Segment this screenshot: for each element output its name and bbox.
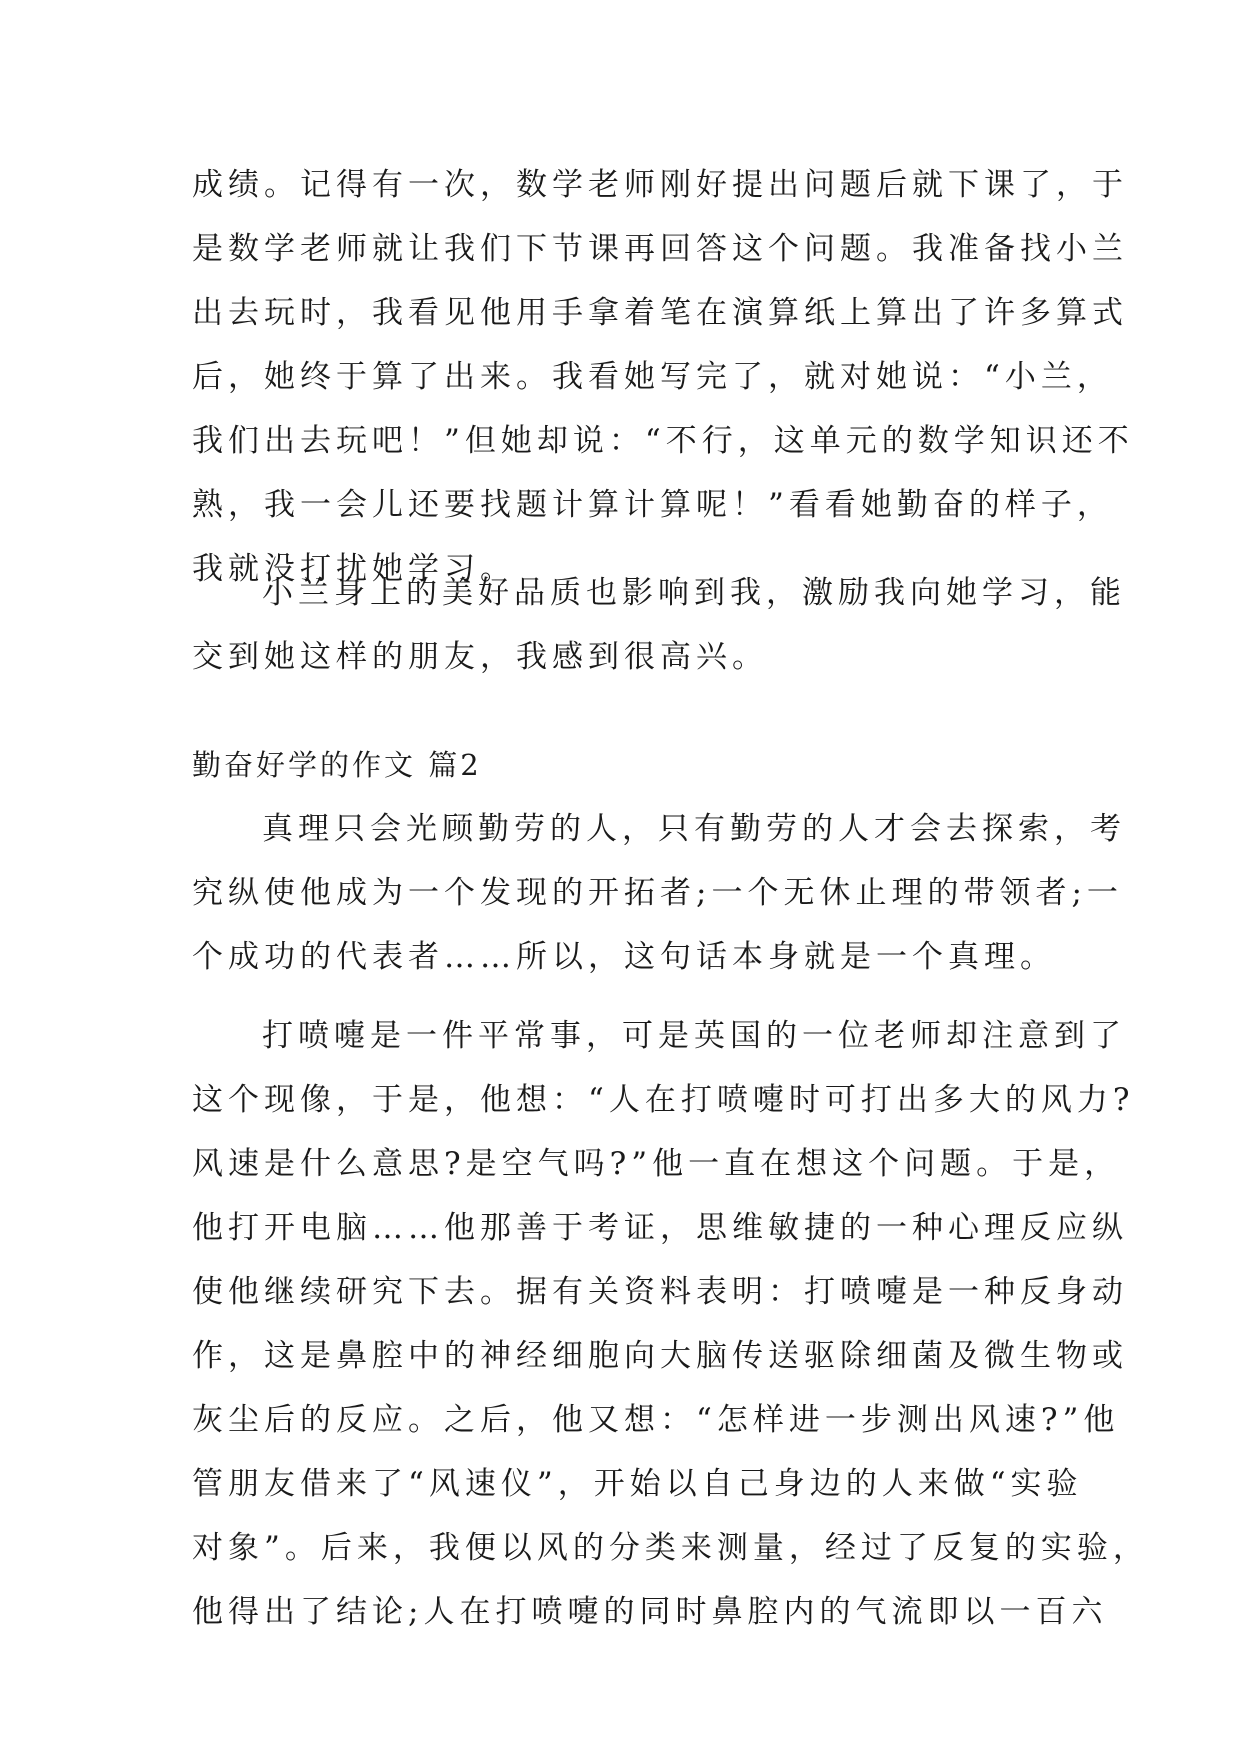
text-line: 真理只会光顾勤劳的人，只有勤劳的人才会去探索，考 <box>262 811 1126 847</box>
text-line: 交到她这样的朋友，我感到很高兴。 <box>192 639 768 675</box>
text-line: 他得出了结论;人在打喷嚏的同时鼻腔内的气流即以一百六 <box>192 1594 1108 1630</box>
text-line: 出去玩时，我看见他用手拿着笔在演算纸上算出了许多算式 <box>192 295 1128 331</box>
text-line: 风速是什么意思?是空气吗?”他一直在想这个问题。于是， <box>192 1146 1121 1182</box>
text-line: 这个现像，于是，他想：“人在打喷嚏时可打出多大的风力? <box>192 1082 1135 1118</box>
text-line: 小兰身上的美好品质也影响到我，激励我向她学习，能 <box>262 575 1126 611</box>
paragraph-truth <box>192 797 1126 989</box>
text-line: 使他继续研究下去。据有关资料表明：打喷嚏是一种反身动 <box>192 1274 1128 1310</box>
text-line: 熟，我一会儿还要找题计算计算呢！”看看她勤奋的样子， <box>192 487 1113 523</box>
text-line: 是数学老师就让我们下节课再回答这个问题。我准备找小兰 <box>192 231 1128 267</box>
text-line: 个成功的代表者……所以，这句话本身就是一个真理。 <box>192 939 1056 975</box>
text-line: 我们出去玩吧！”但她却说：“不行，这单元的数学知识还不 <box>192 423 1134 459</box>
text-line: 究纵使他成为一个发现的开拓者;一个无休止理的带领者;一 <box>192 875 1123 911</box>
text-line: 对象”。后来，我便以风的分类来测量，经过了反复的实验， <box>192 1530 1149 1566</box>
section-title: 勤奋好学的作文 篇2 <box>192 748 482 782</box>
text-line: 后，她终于算了出来。我看她写完了，就对她说：“小兰， <box>192 359 1113 395</box>
paragraph-sneeze <box>192 1004 1149 1644</box>
text-line: 管朋友借来了“风速仪”，开始以自己身边的人来做“实验 <box>192 1466 1083 1502</box>
text-line: 作，这是鼻腔中的神经细胞向大脑传送驱除细菌及微生物或 <box>192 1338 1128 1374</box>
paragraph-conclusion <box>192 561 1126 689</box>
text-line: 他打开电脑……他那善于考证，思维敏捷的一种心理反应纵 <box>192 1210 1128 1246</box>
paragraph-continuation <box>192 153 1134 601</box>
text-line: 成绩。记得有一次，数学老师刚好提出问题后就下课了，于 <box>192 167 1128 203</box>
section-heading <box>192 733 1072 797</box>
text-line: 灰尘后的反应。之后，他又想：“怎样进一步测出风速?”他 <box>192 1402 1120 1438</box>
text-line: 我就没打扰她学习。 <box>192 551 516 587</box>
text-line: 打喷嚏是一件平常事，可是英国的一位老师却注意到了 <box>262 1018 1126 1054</box>
